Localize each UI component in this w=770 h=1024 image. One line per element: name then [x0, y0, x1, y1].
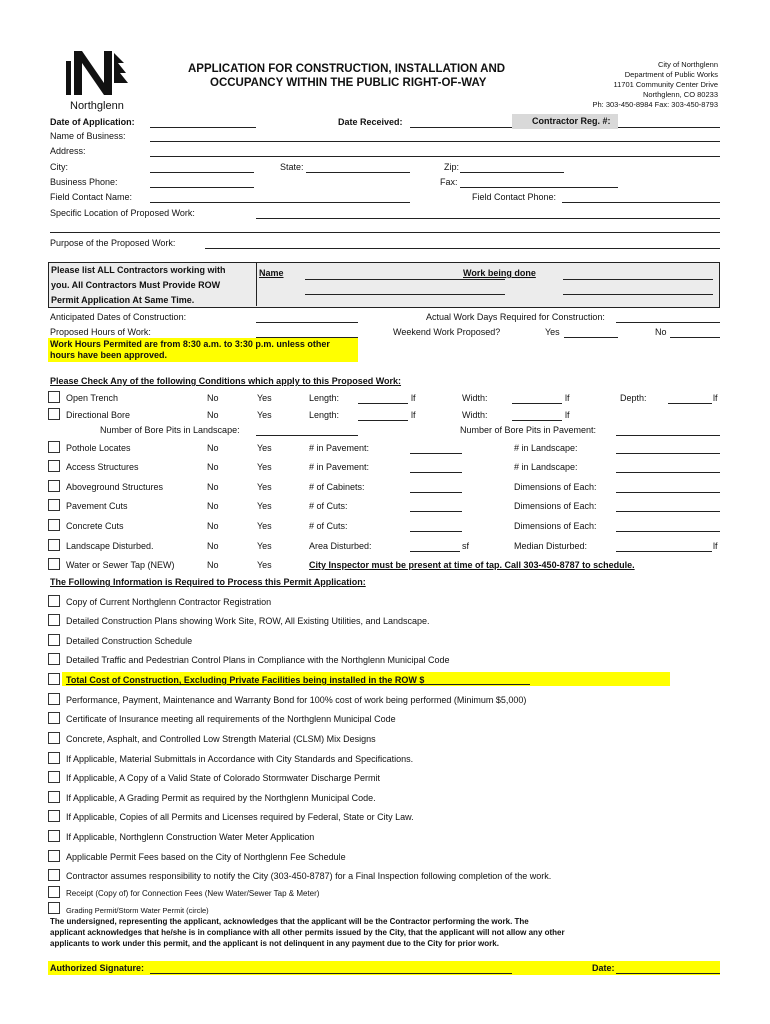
water-sewer-tap-label: Water or Sewer Tap (NEW): [66, 560, 175, 570]
contractor-work-2-field[interactable]: [563, 294, 713, 295]
total-cost-field[interactable]: [408, 684, 530, 685]
open-trench-depth-label: Depth:: [620, 393, 647, 403]
open-trench-width-label: Width:: [462, 393, 488, 403]
contractors-notice-line2: you. All Contractors Must Provide ROW: [51, 280, 221, 290]
req-item-5: Total Cost of Construction, Excluding Private Facilities being installed in the ROW $: [66, 675, 425, 685]
open-trench-length-field[interactable]: [358, 403, 408, 404]
concrete-cuts-yes[interactable]: Yes: [257, 521, 272, 531]
open-trench-width-field[interactable]: [512, 403, 562, 404]
weekend-yes-field[interactable]: [564, 337, 618, 338]
concrete-cuts-dimensions-label: Dimensions of Each:: [514, 521, 597, 531]
access-pavement-label: # in Pavement:: [309, 462, 370, 472]
access-landscape-label: # in Landscape:: [514, 462, 578, 472]
signature-field[interactable]: [150, 973, 512, 974]
contractor-reg-label: Contractor Reg. #:: [512, 114, 618, 129]
pavement-cuts-count-label: # of Cuts:: [309, 501, 348, 511]
landscape-disturbed-yes[interactable]: Yes: [257, 541, 272, 551]
req-item-17: Grading Permit/Storm Water Permit (circle): [66, 906, 209, 915]
inspector-note: City Inspector must be present at time of tap. Call 303-450-8787 to schedule.: [309, 560, 635, 570]
date-of-application-field[interactable]: [150, 127, 256, 128]
req-item-8: Concrete, Asphalt, and Controlled Low Strength Material (CLSM) Mix Designs: [66, 734, 376, 744]
contractors-box: [48, 262, 720, 308]
aboveground-cabinets-field[interactable]: [410, 492, 462, 493]
contractor-name-2-field[interactable]: [305, 294, 505, 295]
req-item-1: Copy of Current Northglenn Contractor Registration: [66, 597, 272, 607]
req-checkbox-10[interactable]: [48, 771, 60, 783]
access-structures-checkbox[interactable]: [48, 460, 60, 472]
state-field[interactable]: [306, 172, 410, 173]
address-line-5: Ph: 303-450-8984 Fax: 303-450-8793: [592, 100, 718, 109]
requirements-heading: The Following Information is Required to Process this Permit Application:: [50, 577, 366, 587]
req-checkbox-8[interactable]: [48, 732, 60, 744]
water-sewer-tap-yes[interactable]: Yes: [257, 560, 272, 570]
req-checkbox-14[interactable]: [48, 850, 60, 862]
fax-field[interactable]: [460, 187, 618, 188]
pavement-cuts-count-field[interactable]: [410, 511, 462, 512]
landscape-disturbed-no[interactable]: No: [207, 541, 219, 551]
actual-work-days-field[interactable]: [616, 322, 720, 323]
pothole-no[interactable]: No: [207, 443, 219, 453]
directional-bore-label: Directional Bore: [66, 410, 131, 420]
name-column-header: Name: [259, 268, 284, 278]
city-field[interactable]: [150, 172, 254, 173]
pothole-landscape-field[interactable]: [616, 453, 720, 454]
req-checkbox-12[interactable]: [48, 810, 60, 822]
pavement-cuts-dimensions-label: Dimensions of Each:: [514, 501, 597, 511]
contractors-notice: [49, 263, 257, 306]
req-checkbox-13[interactable]: [48, 830, 60, 842]
concrete-cuts-checkbox[interactable]: [48, 519, 60, 531]
req-checkbox-7[interactable]: [48, 712, 60, 724]
pothole-pavement-field[interactable]: [410, 453, 462, 454]
concrete-cuts-count-label: # of Cuts:: [309, 521, 348, 531]
req-item-11: If Applicable, A Grading Permit as required by the Northglenn Municipal Code.: [66, 793, 376, 803]
req-checkbox-2[interactable]: [48, 614, 60, 626]
form-title-line1: APPLICATION FOR CONSTRUCTION, INSTALLATION AND: [188, 63, 506, 75]
pothole-landscape-label: # in Landscape:: [514, 443, 578, 453]
work-hours-notice-line2: hours have been approved.: [50, 350, 168, 360]
address-line-3: 11701 Community Center Drive: [613, 80, 718, 89]
logo-text: Northglenn: [70, 100, 124, 112]
pothole-checkbox[interactable]: [48, 441, 60, 453]
bore-pits-pavement-label: Number of Bore Pits in Pavement:: [460, 425, 597, 435]
req-checkbox-4[interactable]: [48, 653, 60, 665]
req-item-16: Receipt (Copy of) for Connection Fees (New Water/Sewer Tap & Meter): [66, 889, 320, 898]
address-field[interactable]: [150, 156, 720, 157]
req-checkbox-6[interactable]: [48, 693, 60, 705]
statement-line1: The undersigned, representing the applicant, acknowledges that the applicant will be the Contractor performing the work. The: [50, 917, 529, 926]
req-item-9: If Applicable, Material Submittals in Accordance with City Standards and Specifications.: [66, 754, 414, 764]
req-item-2: Detailed Construction Plans showing Work Site, ROW, All Existing Utilities, and Landscape.: [66, 616, 430, 626]
contractors-notice-line1: Please list ALL Contractors working with: [51, 265, 226, 275]
access-structures-no[interactable]: No: [207, 462, 219, 472]
address-line-2: Department of Public Works: [624, 70, 718, 79]
median-disturbed-field[interactable]: [616, 551, 712, 552]
req-checkbox-3[interactable]: [48, 634, 60, 646]
access-pavement-field[interactable]: [410, 472, 462, 473]
landscape-disturbed-label: Landscape Disturbed.: [66, 541, 154, 551]
req-checkbox-5[interactable]: [48, 673, 60, 685]
open-trench-length-label: Length:: [309, 393, 340, 403]
specific-location-field[interactable]: [256, 218, 720, 219]
directional-bore-yes[interactable]: Yes: [257, 410, 272, 420]
weekend-yes-label: Yes: [545, 327, 560, 337]
address-line-4: Northglenn, CO 80233: [642, 90, 718, 99]
actual-work-days-label: Actual Work Days Required for Construction:: [426, 312, 605, 322]
field-contact-name-label: Field Contact Name:: [50, 192, 133, 202]
purpose-label: Purpose of the Proposed Work:: [50, 238, 176, 248]
pavement-cuts-dimensions-field[interactable]: [616, 511, 720, 512]
pavement-cuts-label: Pavement Cuts: [66, 501, 128, 511]
work-column-header: Work being done: [463, 268, 536, 278]
signature-date-field[interactable]: [616, 973, 720, 974]
business-phone-label: Business Phone:: [50, 177, 118, 187]
pavement-cuts-checkbox[interactable]: [48, 499, 60, 511]
proposed-hours-label: Proposed Hours of Work:: [50, 327, 151, 337]
open-trench-depth-field[interactable]: [668, 403, 712, 404]
northglenn-logo: [62, 47, 132, 111]
open-trench-depth-unit: lf: [713, 393, 718, 403]
pothole-label: Pothole Locates: [66, 443, 131, 453]
anticipated-dates-field[interactable]: [256, 322, 358, 323]
aboveground-cabinets-label: # of Cabinets:: [309, 482, 365, 492]
median-disturbed-unit: lf: [713, 541, 718, 551]
water-sewer-tap-checkbox[interactable]: [48, 558, 60, 570]
conditions-heading: Please Check Any of the following Conditions which apply to this Proposed Work:: [50, 376, 402, 386]
weekend-no-field[interactable]: [670, 337, 720, 338]
directional-bore-width-unit: lf: [565, 410, 570, 420]
open-trench-no[interactable]: No: [207, 393, 219, 403]
req-checkbox-15[interactable]: [48, 869, 60, 881]
contractor-work-1-field[interactable]: [563, 279, 713, 280]
signature-label: Authorized Signature:: [50, 963, 144, 973]
address-label: Address:: [50, 146, 86, 156]
date-of-application-label: Date of Application:: [50, 117, 135, 127]
req-item-14: Applicable Permit Fees based on the City of Northglenn Fee Schedule: [66, 852, 346, 862]
req-checkbox-11[interactable]: [48, 791, 60, 803]
concrete-cuts-count-field[interactable]: [410, 531, 462, 532]
city-address-block: [592, 60, 718, 110]
zip-field[interactable]: [460, 172, 564, 173]
pavement-cuts-yes[interactable]: Yes: [257, 501, 272, 511]
open-trench-length-unit: lf: [411, 393, 416, 403]
directional-bore-length-unit: lf: [411, 410, 416, 420]
aboveground-no[interactable]: No: [207, 482, 219, 492]
contractor-reg-field[interactable]: [618, 127, 720, 128]
business-phone-field[interactable]: [150, 187, 254, 188]
directional-bore-length-label: Length:: [309, 410, 340, 420]
contractor-name-1-field[interactable]: [305, 279, 505, 280]
req-item-4: Detailed Traffic and Pedestrian Control Plans in Compliance with the Northglenn Municipal Code: [66, 655, 450, 665]
req-checkbox-17[interactable]: [48, 902, 60, 914]
bore-pits-landscape-label: Number of Bore Pits in Landscape:: [100, 425, 240, 435]
access-structures-yes[interactable]: Yes: [257, 462, 272, 472]
work-hours-notice-line1: Work Hours Permited are from 8:30 a.m. to 3:30 p.m. unless other: [50, 339, 330, 349]
req-item-13: If Applicable, Northglenn Construction Water Meter Application: [66, 832, 315, 842]
req-item-3: Detailed Construction Schedule: [66, 636, 193, 646]
business-name-field[interactable]: [150, 141, 720, 142]
aboveground-label: Aboveground Structures: [66, 482, 164, 492]
directional-bore-checkbox[interactable]: [48, 408, 60, 420]
address-line-1: City of Northglenn: [657, 60, 718, 69]
directional-bore-length-field[interactable]: [358, 420, 408, 421]
zip-label: Zip:: [444, 162, 460, 172]
work-hours-notice: [48, 338, 358, 362]
directional-bore-no[interactable]: No: [207, 410, 219, 420]
req-checkbox-9[interactable]: [48, 752, 60, 764]
aboveground-dimensions-label: Dimensions of Each:: [514, 482, 597, 492]
median-disturbed-label: Median Disturbed:: [514, 541, 588, 551]
weekend-work-label: Weekend Work Proposed?: [393, 327, 501, 337]
pothole-yes[interactable]: Yes: [257, 443, 272, 453]
business-name-label: Name of Business:: [50, 131, 126, 141]
req-item-12: If Applicable, Copies of all Permits and Licenses required by Federal, State or City Law.: [66, 812, 414, 822]
fax-label: Fax:: [440, 177, 458, 187]
aboveground-checkbox[interactable]: [48, 480, 60, 492]
weekend-no-label: No: [655, 327, 667, 337]
field-contact-name-field[interactable]: [150, 202, 410, 203]
date-received-label: Date Received:: [338, 117, 403, 127]
date-received-field[interactable]: [410, 127, 512, 128]
req-checkbox-1[interactable]: [48, 595, 60, 607]
aboveground-yes[interactable]: Yes: [257, 482, 272, 492]
concrete-cuts-no[interactable]: No: [207, 521, 219, 531]
field-contact-phone-field[interactable]: [562, 202, 720, 203]
req-checkbox-16[interactable]: [48, 886, 60, 898]
water-sewer-tap-no[interactable]: No: [207, 560, 219, 570]
bore-pits-pavement-field[interactable]: [616, 435, 720, 436]
open-trench-label: Open Trench: [66, 393, 119, 403]
pothole-pavement-label: # in Pavement:: [309, 443, 370, 453]
bore-pits-landscape-field[interactable]: [256, 435, 358, 436]
area-disturbed-label: Area Disturbed:: [309, 541, 372, 551]
state-label: State:: [280, 162, 304, 172]
purpose-field[interactable]: [205, 248, 720, 249]
access-landscape-field[interactable]: [616, 472, 720, 473]
concrete-cuts-dimensions-field[interactable]: [616, 531, 720, 532]
area-disturbed-field[interactable]: [410, 551, 460, 552]
directional-bore-width-label: Width:: [462, 410, 488, 420]
concrete-cuts-label: Concrete Cuts: [66, 521, 124, 531]
statement-line2: applicant acknowledges that he/she is in compliance with all other permits issued by the City, that the applicant will not allow any other: [50, 928, 565, 937]
statement-line3: applicants to work under this permit, and the applicant is not delinquent in any payment due to the City for prior work.: [50, 939, 499, 948]
access-structures-label: Access Structures: [66, 462, 139, 472]
req-item-6: Performance, Payment, Maintenance and Warranty Bond for 100% cost of work being performed (Minimum $5,000): [66, 695, 527, 705]
specific-location-label: Specific Location of Proposed Work:: [50, 208, 195, 218]
area-disturbed-unit: sf: [462, 541, 470, 551]
req-item-7: Certificate of Insurance meeting all requirements of the Northglenn Municipal Code: [66, 714, 396, 724]
date-label: Date:: [592, 963, 615, 973]
anticipated-dates-label: Anticipated Dates of Construction:: [50, 312, 187, 322]
contractors-notice-line3: Permit Application At Same Time.: [51, 295, 195, 305]
open-trench-checkbox[interactable]: [48, 391, 60, 403]
field-contact-phone-label: Field Contact Phone:: [472, 192, 557, 202]
directional-bore-width-field[interactable]: [512, 420, 562, 421]
city-label: City:: [50, 162, 68, 172]
aboveground-dimensions-field[interactable]: [616, 492, 720, 493]
landscape-disturbed-checkbox[interactable]: [48, 539, 60, 551]
logo-mark-icon: [62, 47, 132, 97]
req-item-10: If Applicable, A Copy of a Valid State of Colorado Stormwater Discharge Permit: [66, 773, 380, 783]
open-trench-yes[interactable]: Yes: [257, 393, 272, 403]
pavement-cuts-no[interactable]: No: [207, 501, 219, 511]
open-trench-width-unit: lf: [565, 393, 570, 403]
req-item-15: Contractor assumes responsibility to notify the City (303-450-8787) for a Final Inspection following completion of the work.: [66, 871, 552, 881]
specific-location-field-2[interactable]: [50, 232, 720, 233]
form-title-line2: OCCUPANCY WITHIN THE PUBLIC RIGHT-OF-WAY: [210, 77, 487, 89]
